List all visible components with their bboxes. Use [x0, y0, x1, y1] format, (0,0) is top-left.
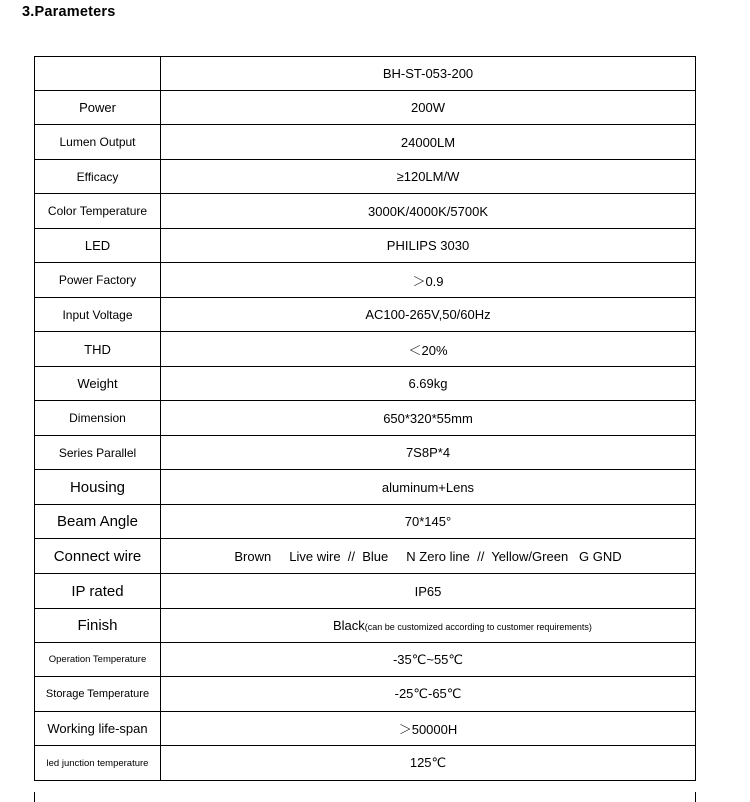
section-title: 3.Parameters: [22, 4, 116, 20]
row-label-weight: Weight: [35, 367, 161, 401]
table-row-model: [35, 57, 696, 91]
table-row: [35, 332, 696, 367]
row-label-finish: Finish: [35, 609, 161, 643]
row-value-ip-rated: IP65: [161, 574, 696, 609]
label-cell-empty: [35, 57, 161, 91]
row-value-led-junction-temperature: 125℃: [161, 746, 696, 781]
table-row: [35, 298, 696, 332]
row-value-series-parallel: 7S8P*4: [161, 436, 696, 470]
table-row: [35, 194, 696, 229]
row-value-connect-wire: Brown Live wire // Blue N Zero line // Yellow/Green G GND: [161, 539, 696, 574]
table-row: [35, 746, 696, 781]
row-value-power-factory: ＞0.9: [161, 263, 696, 298]
table-row: [35, 229, 696, 263]
table-row: [35, 609, 696, 643]
row-value-lumen-output: 24000LM: [161, 125, 696, 160]
row-value-power: 200W: [161, 91, 696, 125]
row-value-finish: [161, 609, 696, 643]
finish-note: (can be customized according to customer requirements): [364, 621, 592, 632]
row-label-power-factory: Power Factory: [35, 263, 161, 298]
row-label-lumen-output: Lumen Output: [35, 125, 161, 160]
row-label-ip-rated: IP rated: [35, 574, 161, 609]
parameters-table: [34, 56, 696, 781]
finish-value: Black: [333, 617, 365, 633]
row-label-housing: Housing: [35, 470, 161, 505]
row-value-operation-temperature: -35℃~55℃: [161, 643, 696, 677]
table-row: [35, 263, 696, 298]
row-label-led: LED: [35, 229, 161, 263]
row-value-efficacy: ≥120LM/W: [161, 160, 696, 194]
row-value-dimension: 650*320*55mm: [161, 401, 696, 436]
row-value-color-temperature: 3000K/4000K/5700K: [161, 194, 696, 229]
table-row: [35, 160, 696, 194]
row-label-input-voltage: Input Voltage: [35, 298, 161, 332]
table-row: [35, 712, 696, 746]
table-row: [35, 505, 696, 539]
row-label-series-parallel: Series Parallel: [35, 436, 161, 470]
table-row: [35, 436, 696, 470]
row-label-dimension: Dimension: [35, 401, 161, 436]
table-row: [35, 643, 696, 677]
row-label-beam-angle: Beam Angle: [35, 505, 161, 539]
row-value-weight: 6.69kg: [161, 367, 696, 401]
row-label-storage-temperature: Storage Temperature: [35, 677, 161, 712]
row-value-beam-angle: 70*145°: [161, 505, 696, 539]
row-label-working-life-span: Working life-span: [35, 712, 161, 746]
row-value-storage-temperature: -25℃-65℃: [161, 677, 696, 712]
table-continuation-left: [34, 792, 35, 802]
table-row: [35, 574, 696, 609]
model-cell: BH-ST-053-200: [161, 57, 696, 91]
table-row: [35, 125, 696, 160]
row-value-input-voltage: AC100-265V,50/60Hz: [161, 298, 696, 332]
row-value-led: PHILIPS 3030: [161, 229, 696, 263]
row-value-thd: ＜20%: [161, 332, 696, 367]
row-value-working-life-span: ＞50000H: [161, 712, 696, 746]
row-label-led-junction-temperature: led junction temperature: [35, 746, 161, 781]
row-label-operation-temperature: Operation Temperature: [35, 643, 161, 677]
row-label-power: Power: [35, 91, 161, 125]
row-value-housing: aluminum+Lens: [161, 470, 696, 505]
table-row: [35, 401, 696, 436]
row-label-efficacy: Efficacy: [35, 160, 161, 194]
table-row: [35, 470, 696, 505]
row-label-color-temperature: Color Temperature: [35, 194, 161, 229]
table-row: [35, 91, 696, 125]
table-row: [35, 677, 696, 712]
row-label-connect-wire: Connect wire: [35, 539, 161, 574]
row-label-thd: THD: [35, 332, 161, 367]
table-row: [35, 539, 696, 574]
table-continuation-right: [695, 792, 696, 802]
table-row: [35, 367, 696, 401]
